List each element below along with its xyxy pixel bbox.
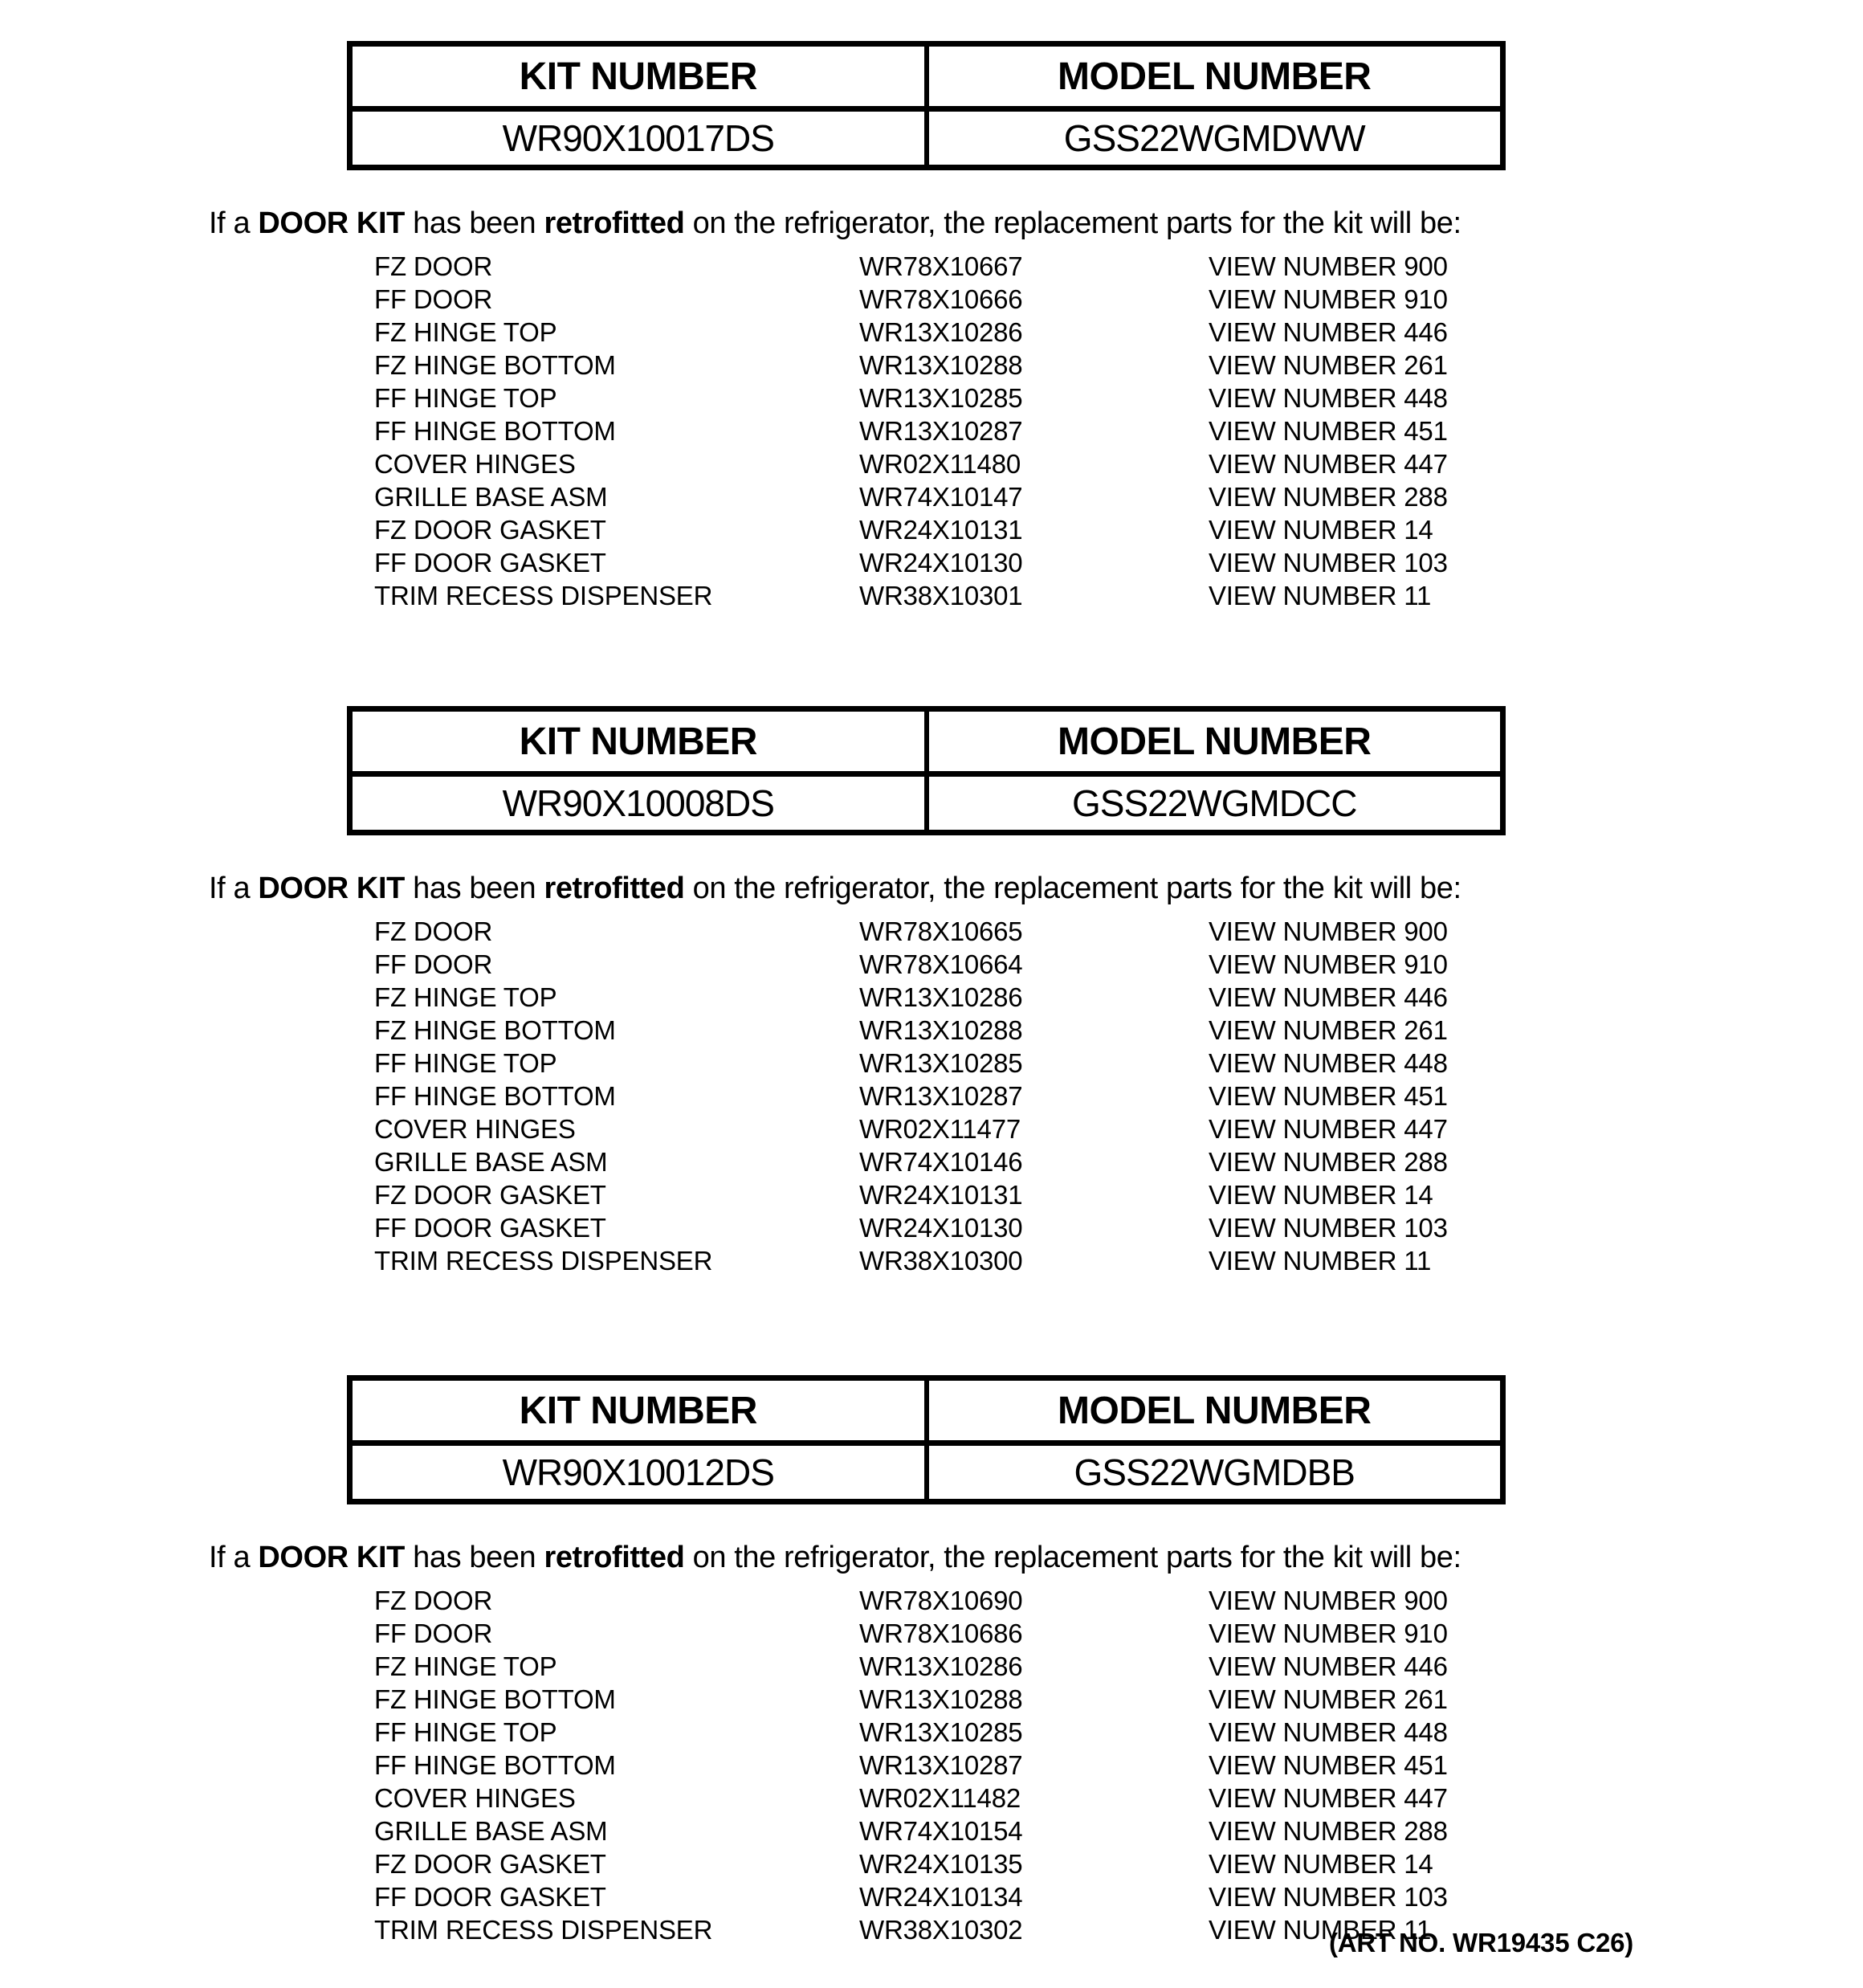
part-number: WR02X11482 — [859, 1783, 1021, 1813]
parts-row — [374, 1847, 1448, 1880]
part-view-number: VIEW NUMBER 288 — [1209, 1147, 1448, 1177]
part-name: FF HINGE TOP — [374, 383, 557, 413]
retrofit-note-bold: DOOR KIT — [258, 872, 405, 905]
model-number-header: MODEL NUMBER — [924, 1381, 1501, 1440]
retrofit-note — [209, 1541, 1461, 1575]
kit-model-table — [347, 41, 1506, 170]
retrofit-note-bold: DOOR KIT — [258, 206, 405, 240]
parts-row — [374, 1244, 1448, 1277]
retrofit-note — [209, 872, 1461, 906]
part-view-number: VIEW NUMBER 900 — [1209, 1586, 1448, 1615]
part-view-number: VIEW NUMBER 451 — [1209, 1081, 1448, 1111]
retrofit-note-text: If a — [209, 1541, 259, 1574]
retrofit-note-text: If a — [209, 872, 259, 905]
parts-row — [374, 1782, 1448, 1815]
table-header-row — [353, 712, 1500, 777]
part-number: WR13X10288 — [859, 350, 1023, 380]
part-view-number: VIEW NUMBER 103 — [1209, 1213, 1448, 1243]
parts-row — [374, 316, 1448, 349]
model-number-value: GSS22WGMDWW — [924, 112, 1501, 165]
part-name: COVER HINGES — [374, 449, 576, 479]
parts-row — [374, 1617, 1448, 1650]
part-number: WR38X10300 — [859, 1246, 1023, 1276]
parts-row — [374, 948, 1448, 981]
part-name: FZ DOOR — [374, 1586, 493, 1615]
table-value-row — [353, 777, 1500, 830]
part-view-number: VIEW NUMBER 11 — [1209, 581, 1432, 610]
parts-row — [374, 1080, 1448, 1112]
art-number-footer: (ART NO. WR19435 C26) — [1329, 1928, 1634, 1957]
model-number-value: GSS22WGMDCC — [924, 777, 1501, 830]
part-view-number: VIEW NUMBER 446 — [1209, 317, 1448, 347]
part-number: WR13X10287 — [859, 1750, 1023, 1780]
parts-row — [374, 447, 1448, 480]
kit-number-value: WR90X10017DS — [502, 117, 774, 159]
part-number: WR24X10130 — [859, 548, 1023, 578]
part-view-number: VIEW NUMBER 14 — [1209, 515, 1433, 545]
parts-row — [374, 1650, 1448, 1683]
parts-row — [374, 283, 1448, 316]
part-number: WR74X10147 — [859, 482, 1023, 512]
parts-row — [374, 1112, 1448, 1145]
parts-row — [374, 915, 1448, 948]
kit-number-header: KIT NUMBER — [519, 1389, 757, 1432]
part-name: FZ DOOR GASKET — [374, 1180, 606, 1210]
part-number: WR78X10686 — [859, 1619, 1023, 1648]
part-number: WR38X10301 — [859, 581, 1023, 610]
part-view-number: VIEW NUMBER 448 — [1209, 383, 1448, 413]
part-name: FF DOOR GASKET — [374, 1882, 606, 1912]
parts-row — [374, 250, 1448, 283]
part-name: FZ HINGE TOP — [374, 982, 557, 1012]
part-number: WR13X10288 — [859, 1684, 1023, 1714]
model-number-value: GSS22WGMDBB — [924, 1446, 1501, 1499]
part-view-number: VIEW NUMBER 288 — [1209, 1816, 1448, 1846]
part-view-number: VIEW NUMBER 446 — [1209, 1651, 1448, 1681]
parts-row — [374, 1211, 1448, 1244]
part-view-number: VIEW NUMBER 900 — [1209, 916, 1448, 946]
part-name: GRILLE BASE ASM — [374, 482, 608, 512]
parts-row — [374, 1145, 1448, 1178]
part-view-number: VIEW NUMBER 261 — [1209, 350, 1448, 380]
part-view-number: VIEW NUMBER 910 — [1209, 284, 1448, 314]
part-number: WR78X10666 — [859, 284, 1023, 314]
part-number: WR13X10286 — [859, 1651, 1023, 1681]
part-view-number: VIEW NUMBER 103 — [1209, 1882, 1448, 1912]
part-name: FF DOOR GASKET — [374, 548, 606, 578]
parts-row — [374, 981, 1448, 1014]
parts-row — [374, 1815, 1448, 1847]
part-number: WR02X11477 — [859, 1114, 1021, 1144]
kit-number-header: KIT NUMBER — [519, 720, 757, 763]
parts-list — [374, 915, 1448, 1277]
kit-model-table — [347, 706, 1506, 835]
retrofit-note-text: on the refrigerator, the replacement parts for the kit will be: — [684, 872, 1461, 905]
part-number: WR13X10285 — [859, 1717, 1023, 1747]
kit-number-header: KIT NUMBER — [519, 55, 757, 98]
retrofit-note-text: If a — [209, 206, 259, 240]
part-number: WR78X10690 — [859, 1586, 1023, 1615]
parts-list — [374, 1584, 1448, 1946]
retrofit-note-text: has been — [404, 206, 544, 240]
part-number: WR13X10286 — [859, 317, 1023, 347]
part-number: WR13X10286 — [859, 982, 1023, 1012]
parts-row — [374, 1178, 1448, 1211]
part-number: WR24X10134 — [859, 1882, 1023, 1912]
part-view-number: VIEW NUMBER 103 — [1209, 548, 1448, 578]
part-view-number: VIEW NUMBER 900 — [1209, 251, 1448, 281]
part-number: WR02X11480 — [859, 449, 1021, 479]
parts-row — [374, 349, 1448, 382]
retrofit-note-text: on the refrigerator, the replacement parts for the kit will be: — [684, 1541, 1461, 1574]
part-view-number: VIEW NUMBER 447 — [1209, 1114, 1448, 1144]
part-number: WR13X10287 — [859, 416, 1023, 446]
part-name: FZ DOOR GASKET — [374, 1849, 606, 1879]
parts-row — [374, 1584, 1448, 1617]
part-number: WR74X10146 — [859, 1147, 1023, 1177]
part-number: WR13X10287 — [859, 1081, 1023, 1111]
part-view-number: VIEW NUMBER 288 — [1209, 482, 1448, 512]
part-name: FZ DOOR GASKET — [374, 515, 606, 545]
part-view-number: VIEW NUMBER 910 — [1209, 949, 1448, 979]
part-name: GRILLE BASE ASM — [374, 1816, 608, 1846]
retrofit-note-text: has been — [404, 872, 544, 905]
parts-row — [374, 414, 1448, 447]
part-name: FF DOOR — [374, 1619, 493, 1648]
part-name: FZ HINGE BOTTOM — [374, 350, 616, 380]
part-number: WR24X10131 — [859, 1180, 1023, 1210]
part-view-number: VIEW NUMBER 11 — [1209, 1915, 1432, 1945]
part-name: TRIM RECESS DISPENSER — [374, 581, 713, 610]
parts-row — [374, 1749, 1448, 1782]
part-name: GRILLE BASE ASM — [374, 1147, 608, 1177]
part-name: FZ DOOR — [374, 916, 493, 946]
kit-model-table — [347, 1375, 1506, 1504]
part-name: FZ HINGE BOTTOM — [374, 1015, 616, 1045]
part-view-number: VIEW NUMBER 448 — [1209, 1717, 1448, 1747]
parts-row — [374, 1716, 1448, 1749]
part-number: WR78X10667 — [859, 251, 1023, 281]
kit-number-value: WR90X10008DS — [502, 782, 774, 824]
part-name: COVER HINGES — [374, 1783, 576, 1813]
table-header-row — [353, 47, 1500, 112]
part-name: FF HINGE BOTTOM — [374, 1750, 616, 1780]
part-number: WR24X10135 — [859, 1849, 1023, 1879]
retrofit-note-bold: DOOR KIT — [258, 1541, 405, 1574]
part-view-number: VIEW NUMBER 447 — [1209, 449, 1448, 479]
part-view-number: VIEW NUMBER 14 — [1209, 1180, 1433, 1210]
retrofit-note — [209, 206, 1461, 241]
kit-number-value: WR90X10012DS — [502, 1451, 774, 1493]
part-name: FF HINGE TOP — [374, 1048, 557, 1078]
retrofit-note-bold: retrofitted — [544, 872, 685, 905]
parts-row — [374, 1913, 1448, 1946]
parts-row — [374, 1683, 1448, 1716]
part-number: WR24X10130 — [859, 1213, 1023, 1243]
table-value-row — [353, 1446, 1500, 1499]
table-value-row — [353, 112, 1500, 165]
part-view-number: VIEW NUMBER 451 — [1209, 416, 1448, 446]
part-number: WR13X10285 — [859, 1048, 1023, 1078]
part-number: WR38X10302 — [859, 1915, 1023, 1945]
part-number: WR13X10288 — [859, 1015, 1023, 1045]
parts-list — [374, 250, 1448, 612]
part-view-number: VIEW NUMBER 451 — [1209, 1750, 1448, 1780]
part-view-number: VIEW NUMBER 14 — [1209, 1849, 1433, 1879]
parts-row — [374, 480, 1448, 513]
part-name: FZ HINGE BOTTOM — [374, 1684, 616, 1714]
part-name: COVER HINGES — [374, 1114, 576, 1144]
model-number-header: MODEL NUMBER — [924, 47, 1501, 106]
part-name: FF HINGE BOTTOM — [374, 1081, 616, 1111]
retrofit-note-bold: retrofitted — [544, 206, 685, 240]
part-view-number: VIEW NUMBER 447 — [1209, 1783, 1448, 1813]
part-number: WR13X10285 — [859, 383, 1023, 413]
parts-row — [374, 1880, 1448, 1913]
retrofit-note-text: has been — [404, 1541, 544, 1574]
part-view-number: VIEW NUMBER 261 — [1209, 1684, 1448, 1714]
parts-row — [374, 579, 1448, 612]
part-name: FF DOOR — [374, 284, 493, 314]
part-name: FF DOOR — [374, 949, 493, 979]
parts-row — [374, 382, 1448, 414]
part-number: WR78X10664 — [859, 949, 1023, 979]
table-header-row — [353, 1381, 1500, 1446]
part-number: WR74X10154 — [859, 1816, 1023, 1846]
part-name: FF DOOR GASKET — [374, 1213, 606, 1243]
part-name: FZ HINGE TOP — [374, 1651, 557, 1681]
part-number: WR78X10665 — [859, 916, 1023, 946]
parts-row — [374, 513, 1448, 546]
part-number: WR24X10131 — [859, 515, 1023, 545]
part-name: FZ HINGE TOP — [374, 317, 557, 347]
parts-row — [374, 1014, 1448, 1047]
part-view-number: VIEW NUMBER 261 — [1209, 1015, 1448, 1045]
retrofit-note-bold: retrofitted — [544, 1541, 685, 1574]
parts-row — [374, 546, 1448, 579]
part-name: TRIM RECESS DISPENSER — [374, 1915, 713, 1945]
part-view-number: VIEW NUMBER 910 — [1209, 1619, 1448, 1648]
part-name: TRIM RECESS DISPENSER — [374, 1246, 713, 1276]
model-number-header: MODEL NUMBER — [924, 712, 1501, 771]
part-name: FF HINGE TOP — [374, 1717, 557, 1747]
part-view-number: VIEW NUMBER 446 — [1209, 982, 1448, 1012]
parts-row — [374, 1047, 1448, 1080]
part-name: FZ DOOR — [374, 251, 493, 281]
part-name: FF HINGE BOTTOM — [374, 416, 616, 446]
retrofit-note-text: on the refrigerator, the replacement parts for the kit will be: — [684, 206, 1461, 240]
part-view-number: VIEW NUMBER 11 — [1209, 1246, 1432, 1276]
part-view-number: VIEW NUMBER 448 — [1209, 1048, 1448, 1078]
